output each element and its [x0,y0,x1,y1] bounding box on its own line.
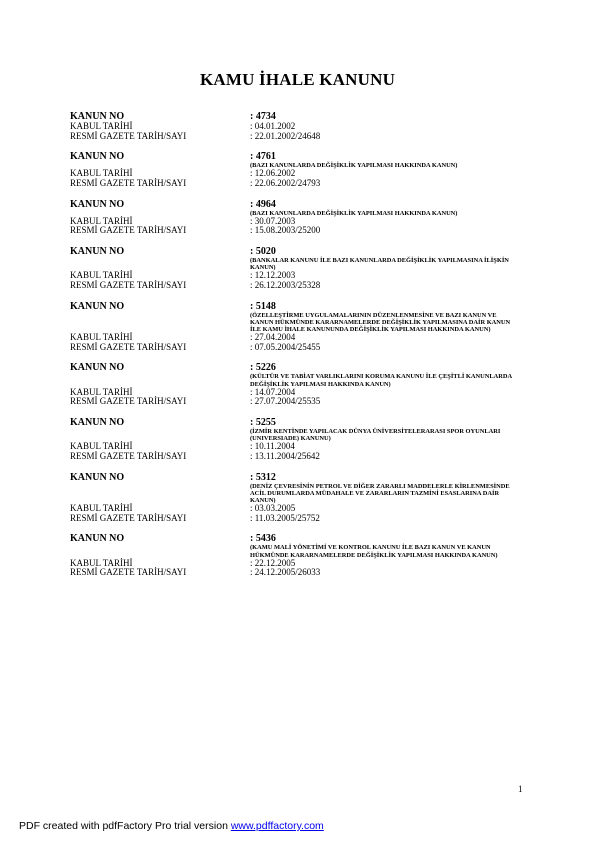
pdf-footer [19,820,324,832]
kabul-tarihi-value: : 30.07.2003 [250,215,296,226]
resmi-gazete-value: : 22.06.2002/24793 [250,177,321,188]
law-list [70,111,530,588]
law-description: (DENİZ ÇEVRESİNİN PETROL VE DİĞER ZARARLI MADDELERLE KİRLENMESİNDE ACİL DURUMLARDA MÜDAHALE VE ZARARLARIN TAZMİNİ ESASLARINA DAİR KANUN) [250,482,510,504]
law-description: (BAZI KANUNLARDA DEĞİŞİKLİK YAPILMASI HAKKINDA KANUN) [250,209,458,217]
kabul-tarihi-label: KABUL TARİHİ [70,441,133,452]
law-entry [70,417,530,462]
resmi-gazete-value: : 27.07.2004/25535 [250,396,321,407]
resmi-gazete-value: : 07.05.2004/25455 [250,341,321,352]
resmi-gazete-value: : 24.12.2005/26033 [250,567,321,578]
resmi-gazete-label: RESMİ GAZETE TARİH/SAYI [70,567,187,578]
kabul-tarihi-value: : 12.06.2002 [250,168,296,179]
resmi-gazete-value: : 15.08.2003/25200 [250,225,321,236]
kabul-tarihi-label: KABUL TARİHİ [70,332,133,343]
resmi-gazete-label: RESMİ GAZETE TARİH/SAYI [70,450,187,461]
kanun-no-value: : 5020 [250,245,276,257]
law-entry [70,362,530,407]
kanun-no-label: KANUN NO [70,416,125,428]
resmi-gazete-value: : 22.01.2002/24648 [250,130,321,141]
kanun-no-value: : 5312 [250,471,276,483]
law-entry [70,472,530,524]
resmi-gazete-label: RESMİ GAZETE TARİH/SAYI [70,279,187,290]
kanun-no-label: KANUN NO [70,471,125,483]
law-entry [70,151,530,188]
kabul-tarihi-value: : 27.04.2004 [250,332,296,343]
kabul-tarihi-label: KABUL TARİHİ [70,270,133,281]
kabul-tarihi-value: : 14.07.2004 [250,386,296,397]
kanun-no-value: : 4761 [250,151,276,163]
law-description: (BANKALAR KANUNU İLE BAZI KANUNLARDA DEĞİŞİKLİK YAPILMASINA İLİŞKİN KANUN) [250,256,509,272]
kanun-no-label: KANUN NO [70,151,125,163]
law-description: (BAZI KANUNLARDA DEĞİŞİKLİK YAPILMASI HAKKINDA KANUN) [250,162,458,170]
resmi-gazete-label: RESMİ GAZETE TARİH/SAYI [70,341,187,352]
resmi-gazete-label: RESMİ GAZETE TARİH/SAYI [70,512,187,523]
law-description: (KÜLTÜR VE TABİAT VARLIKLARINI KORUMA KANUNU İLE ÇEŞİTLİ KANUNLARDA DEĞİŞİKLİK YAPILMASI HAKKINDA KANUN) [250,373,512,388]
footer-text: PDF created with pdfFactory Pro trial version [19,820,231,832]
resmi-gazete-value: : 26.12.2003/25328 [250,279,321,290]
law-entry [70,246,530,291]
law-entry [70,301,530,353]
kanun-no-label: KANUN NO [70,362,125,374]
kabul-tarihi-label: KABUL TARİHİ [70,215,133,226]
resmi-gazete-value: : 13.11.2004/25642 [250,450,320,461]
kabul-tarihi-label: KABUL TARİHİ [70,121,133,131]
kabul-tarihi-value: : 04.01.2002 [250,121,296,131]
resmi-gazete-label: RESMİ GAZETE TARİH/SAYI [70,177,187,188]
pdffactory-link[interactable]: www.pdffactory.com [230,820,324,832]
kanun-no-label: KANUN NO [70,533,125,545]
kabul-tarihi-value: : 03.03.2005 [250,503,296,514]
kabul-tarihi-value: : 10.11.2004 [250,441,295,452]
kabul-tarihi-value: : 22.12.2005 [250,557,296,568]
law-entry [70,199,530,236]
kanun-no-label: KANUN NO [70,111,125,122]
resmi-gazete-value: : 11.03.2005/25752 [250,512,320,523]
kabul-tarihi-label: KABUL TARİHİ [70,503,133,514]
kanun-no-label: KANUN NO [70,245,125,257]
kanun-no-value: : 5148 [250,300,276,312]
kanun-no-value: : 4734 [250,111,276,122]
resmi-gazete-label: RESMİ GAZETE TARİH/SAYI [70,396,187,407]
kabul-tarihi-value: : 12.12.2003 [250,270,296,281]
page-title: KAMU İHALE KANUNU [199,70,396,89]
kanun-no-value: : 5255 [250,416,276,428]
kanun-no-label: KANUN NO [70,198,125,210]
kanun-no-value: : 5226 [250,362,276,374]
kanun-no-label: KANUN NO [70,300,125,312]
law-description: (İZMİR KENTİNDE YAPILACAK DÜNYA ÜNİVERSİTELERARASI SPOR OYUNLARI (UNIVERSIADE) KANUNU) [250,427,501,443]
kabul-tarihi-label: KABUL TARİHİ [70,168,133,179]
kabul-tarihi-label: KABUL TARİHİ [70,386,133,397]
page-number: 1 [518,784,523,794]
resmi-gazete-label: RESMİ GAZETE TARİH/SAYI [70,130,187,141]
law-entry [70,111,530,141]
law-description: (ÖZELLEŞTİRME UYGULAMALARININ DÜZENLENMESİNE VE BAZI KANUN VE KANUN HÜKMÜNDE KARARNAMELERDE DEĞİŞİKLİK YAPILMASINA DAİR KANUN İLE KAMU İHALE KANUNUNDA DEĞİŞİKLİK YAPILMASI HAKKINDA KANUN) [250,311,511,333]
law-description: (KAMU MALİ YÖNETİMİ VE KONTROL KANUNU İLE BAZI KANUN VE KANUN HÜKMÜNDE KARARNAMELERDE DEĞİŞİKLİK YAPILMASI HAKKINDA KANUN) [250,544,498,559]
law-entry [70,533,530,578]
kabul-tarihi-label: KABUL TARİHİ [70,557,133,568]
kanun-no-value: : 4964 [250,198,276,210]
kanun-no-value: : 5436 [250,533,276,545]
resmi-gazete-label: RESMİ GAZETE TARİH/SAYI [70,225,187,236]
